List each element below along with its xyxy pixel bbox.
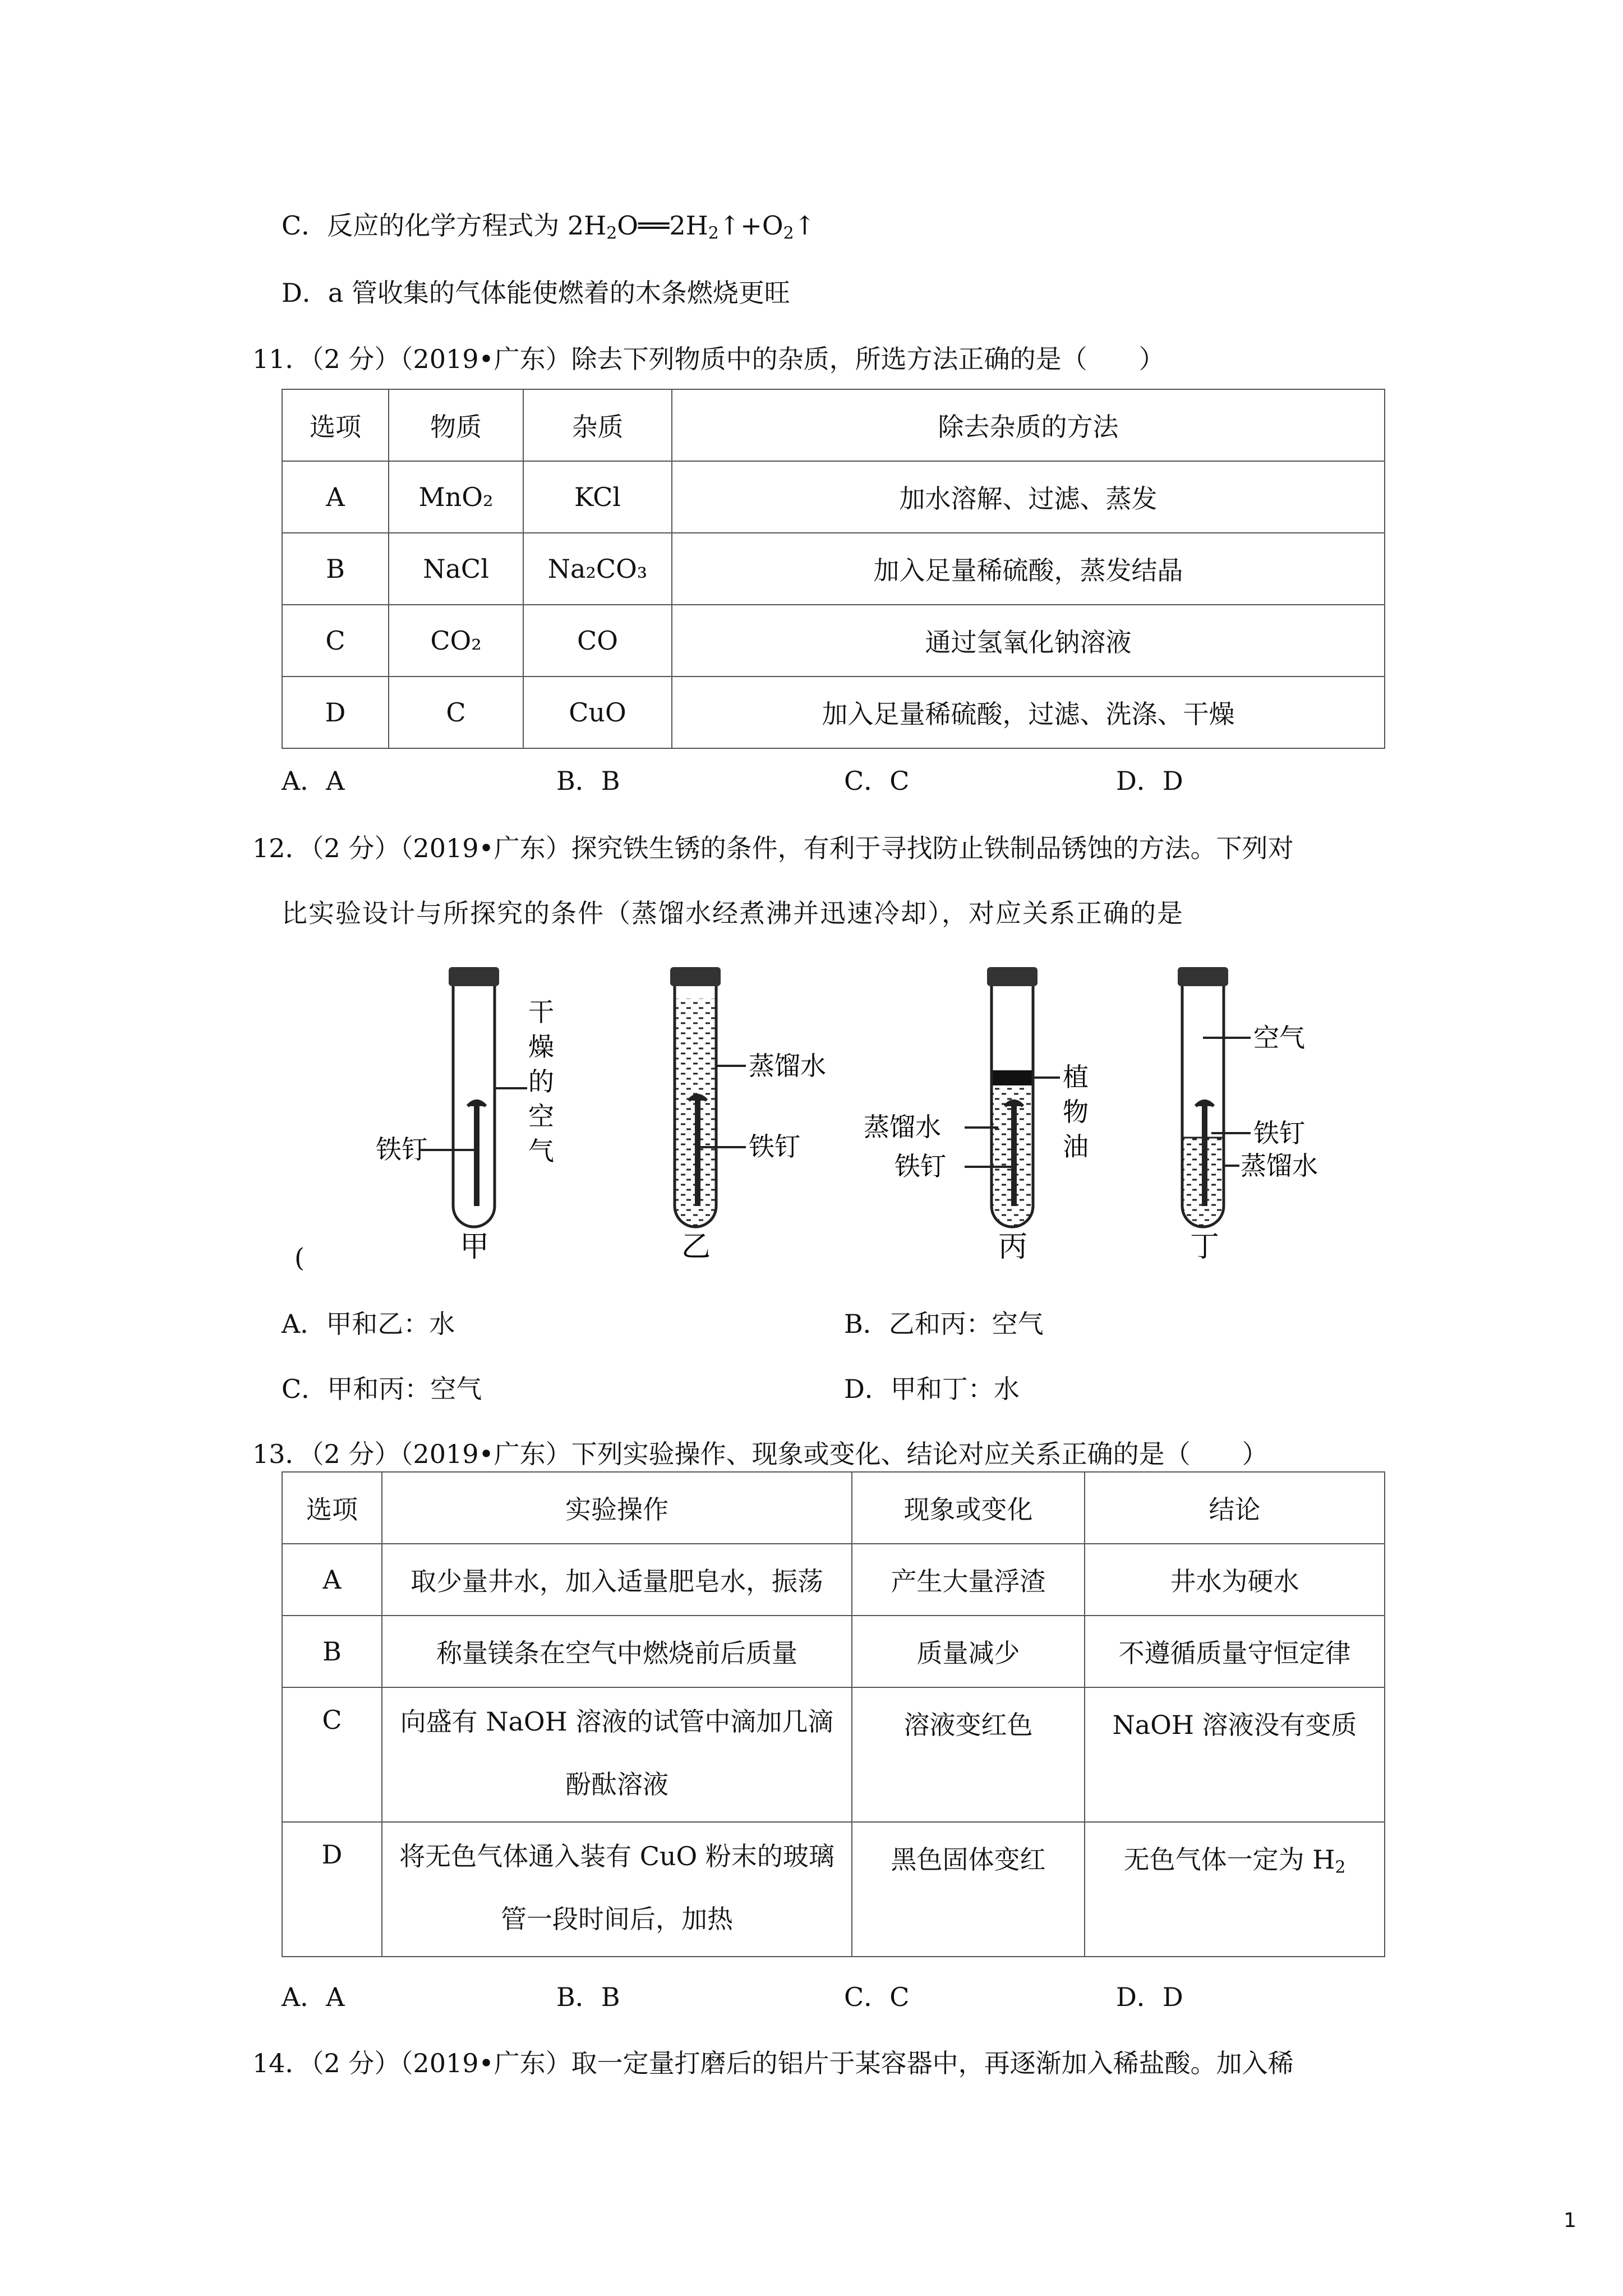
caption-jia: 甲 (460, 1230, 490, 1264)
q13-operation-line: 向盛有 NaOH 溶液的试管中滴加几滴 (400, 1706, 834, 1737)
q11-header-cell: 杂质 (523, 389, 672, 461)
q13-operation-line: 酚酞溶液 (565, 1769, 668, 1800)
table-row (282, 605, 1385, 677)
label-vegetable-oil: 植 (1063, 1062, 1089, 1092)
q10-option-c: C．反应的化学方程式为 $2H_2O══2H_2↑+O_2↑$ (282, 210, 816, 243)
q13-cell-operation: 取少量井水，加入适量肥皂水，振荡 (382, 1544, 852, 1616)
q13-cell-operation (382, 1822, 852, 1957)
stopper (449, 967, 499, 986)
label-vegetable-oil: 油 (1063, 1131, 1089, 1162)
q11-cell-impurity: CO (523, 605, 672, 677)
q12-choice: C．甲和丙：空气 (282, 1374, 482, 1404)
q13-operation-line: 将无色气体通入装有 CuO 粉末的玻璃 (399, 1841, 834, 1871)
table-row (282, 1616, 1385, 1687)
q13-cell-operation (382, 1687, 852, 1822)
q10-option-d: D．a 管收集的气体能使燃着的木条燃烧更旺 (282, 278, 790, 308)
stopper (670, 967, 721, 986)
q11-cell-method: 加水溶解、过滤、蒸发 (672, 461, 1385, 533)
q13-cell-option: D (282, 1822, 382, 1957)
q11-cell-impurity: Na₂CO₃ (523, 533, 672, 605)
q12-choice: A．甲和乙：水 (282, 1309, 455, 1339)
q11-cell-option: B (282, 533, 389, 605)
q11-header-cell: 除去杂质的方法 (672, 389, 1385, 461)
q12-choice: B．乙和丙：空气 (844, 1309, 1044, 1339)
q11-cell-substance: C (389, 677, 523, 748)
q13-cell-conclusion: NaOH 溶液没有变质 (1085, 1687, 1385, 1822)
tube-ding (1178, 967, 1318, 1264)
q13-cell-option: B (282, 1616, 382, 1687)
tube-yi (670, 967, 826, 1264)
caption-yi: 乙 (681, 1230, 711, 1264)
q13-cell-conclusion: 无色气体一定为 $H_2$ (1085, 1822, 1385, 1957)
q13-cell-phenomenon: 质量减少 (852, 1616, 1085, 1687)
q11-cell-method: 加入足量稀硫酸，过滤、洗涤、干燥 (672, 677, 1385, 748)
tube-jia (376, 967, 554, 1264)
label-distilled-water: 蒸馏水 (749, 1051, 826, 1081)
q11-cell-substance: NaCl (389, 533, 523, 605)
q11-cell-option: A (282, 461, 389, 533)
q13-conclusion-text: 无色气体一定为 H (1123, 1844, 1335, 1875)
label-dry-air: 空 (528, 1101, 554, 1131)
q13-cell-phenomenon: 黑色固体变红 (852, 1822, 1085, 1957)
q13-choice: A．A (282, 1982, 345, 2012)
label-nail: 铁钉 (376, 1134, 427, 1165)
stopper (1178, 967, 1228, 986)
q11-header-cell: 物质 (389, 389, 523, 461)
q13-header-cell: 结论 (1085, 1472, 1385, 1544)
stopper (987, 967, 1038, 986)
q13-cell-phenomenon: 溶液变红色 (852, 1687, 1085, 1822)
q11-header-cell: 选项 (282, 389, 389, 461)
q12-paren: ( (294, 1243, 305, 1273)
q13-operation-line: 管一段时间后，加热 (501, 1904, 733, 1934)
q11-cell-method: 通过氢氧化钠溶液 (672, 605, 1385, 677)
q10-option-c-text: C．反应的化学方程式为 2H (282, 210, 607, 241)
table-row (282, 533, 1385, 605)
q11-cell-impurity: KCl (523, 461, 672, 533)
q13-cell-conclusion: 井水为硬水 (1085, 1544, 1385, 1616)
q11-cell-option: C (282, 605, 389, 677)
table-row (282, 677, 1385, 748)
table-row (282, 461, 1385, 533)
tube-bing (864, 967, 1089, 1264)
table-row (282, 1822, 1385, 1957)
caption-ding: 丁 (1190, 1230, 1220, 1264)
q11-cell-impurity: CuO (523, 677, 672, 748)
q13-cell-option: A (282, 1544, 382, 1616)
q14-stem: 14．（2 分）（2019•广东）取一定量打磨后的铝片于某容器中，再逐渐加入稀盐酸。加入稀 (252, 2048, 1294, 2078)
q11-choice: B．B (556, 766, 620, 796)
q13-choice: B．B (556, 1982, 620, 2012)
q13-header-cell: 现象或变化 (852, 1472, 1085, 1544)
label-nail: 铁钉 (1253, 1118, 1305, 1148)
table-row (282, 1544, 1385, 1616)
q11-cell-option: D (282, 677, 389, 748)
q11-choice: C．C (844, 766, 910, 796)
q11-choice: D．D (1116, 766, 1183, 796)
q13-cell-operation: 称量镁条在空气中燃烧前后质量 (382, 1616, 852, 1687)
vegetable-oil-layer (992, 1070, 1033, 1085)
q11-table (282, 389, 1385, 749)
caption-bing: 丙 (998, 1230, 1028, 1264)
q11-cell-substance: MnO₂ (389, 461, 523, 533)
page-number: 1 (1564, 2209, 1576, 2232)
label-distilled-water: 蒸馏水 (864, 1112, 941, 1142)
label-dry-air: 的 (528, 1066, 554, 1097)
q11-cell-method: 加入足量稀硫酸，蒸发结晶 (672, 533, 1385, 605)
q12-stem-line1: 12．（2 分）（2019•广东）探究铁生锈的条件，有利于寻找防止铁制品锈蚀的方法。下列对 (252, 833, 1294, 863)
q11-header-row (282, 389, 1385, 461)
label-nail: 铁钉 (749, 1131, 800, 1162)
q13-header-cell: 实验操作 (382, 1472, 852, 1544)
q12-choice: D．甲和丁：水 (844, 1374, 1020, 1404)
q11-stem: 11．（2 分）（2019•广东）除去下列物质中的杂质，所选方法正确的是（ ） (252, 344, 1165, 374)
q11-choice: A．A (282, 766, 345, 796)
q13-table (282, 1471, 1385, 1957)
q13-header-row (282, 1472, 1385, 1544)
q12-stem-line2: 比实验设计与所探究的条件（蒸馏水经煮沸并迅速冷却），对应关系正确的是 (282, 898, 1184, 928)
q13-cell-conclusion: 不遵循质量守恒定律 (1085, 1616, 1385, 1687)
q12-test-tube-figure (359, 959, 1424, 1273)
label-dry-air: 气 (528, 1136, 554, 1166)
table-row (282, 1687, 1385, 1822)
label-vegetable-oil: 物 (1063, 1097, 1089, 1127)
q13-cell-phenomenon: 产生大量浮渣 (852, 1544, 1085, 1616)
q13-choice: D．D (1116, 1982, 1183, 2012)
label-distilled-water: 蒸馏水 (1241, 1151, 1318, 1181)
q11-cell-substance: CO₂ (389, 605, 523, 677)
label-dry-air: 干 (528, 997, 554, 1027)
label-air: 空气 (1253, 1023, 1305, 1053)
q13-header-cell: 选项 (282, 1472, 382, 1544)
q13-cell-option: C (282, 1687, 382, 1822)
q13-stem: 13．（2 分）（2019•广东）下列实验操作、现象或变化、结论对应关系正确的是（ ） (252, 1439, 1268, 1469)
label-dry-air: 燥 (528, 1032, 554, 1062)
q13-choice: C．C (844, 1982, 910, 2012)
label-nail: 铁钉 (895, 1151, 946, 1181)
